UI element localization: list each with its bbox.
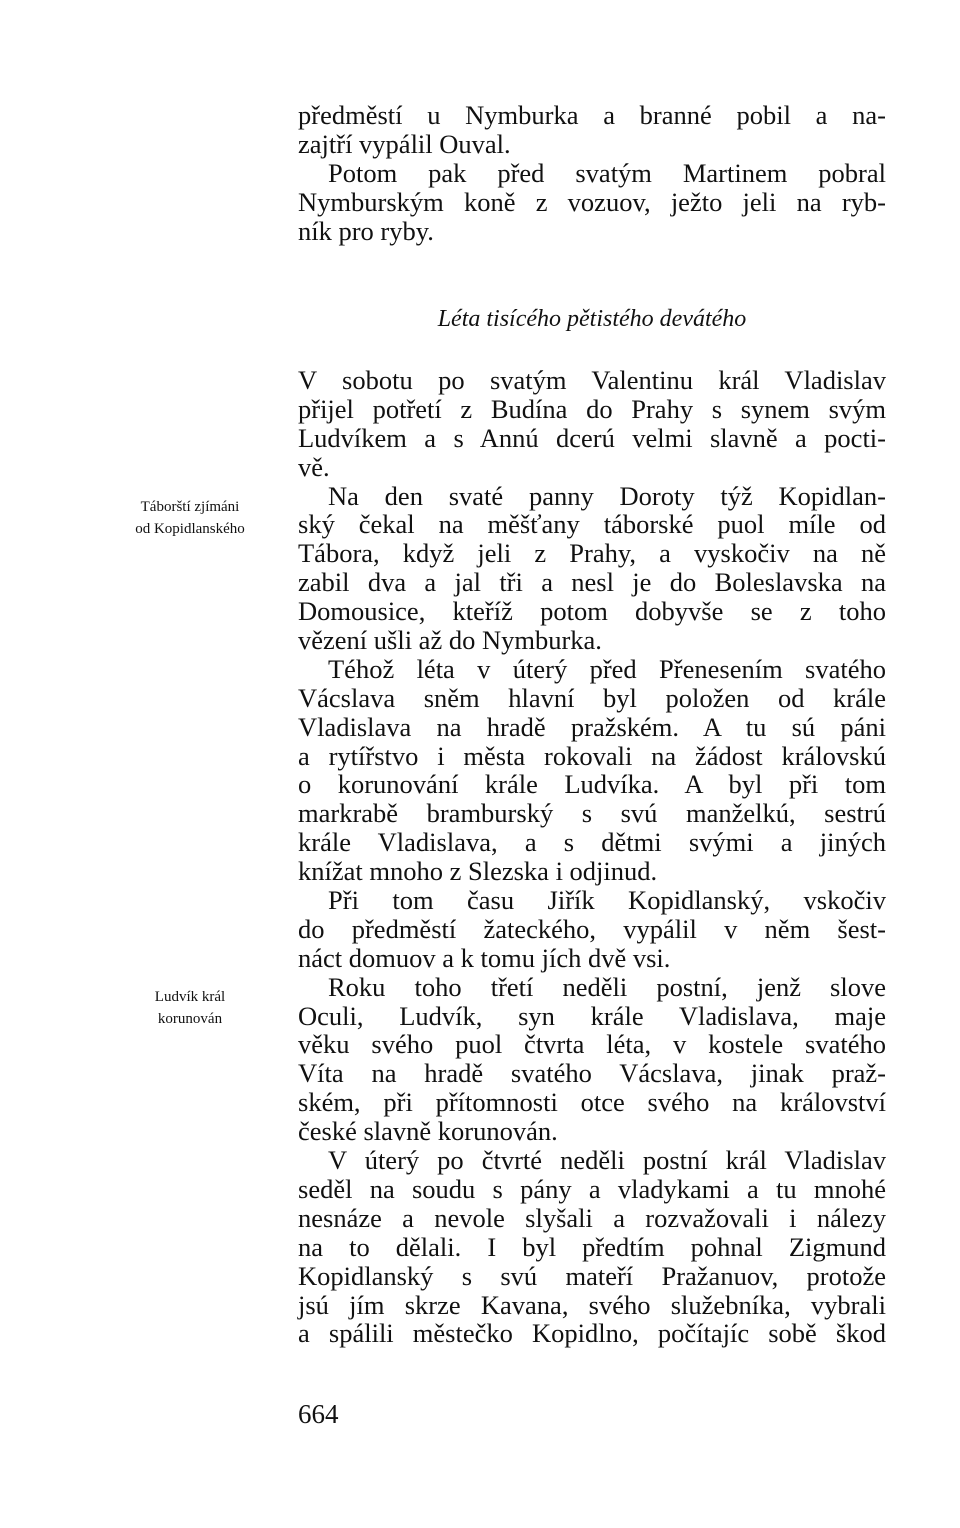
text-line: markrabě bramburský s svú manželkú, sestrú <box>298 798 886 829</box>
text-line: Domousice, kteříž potom dobyvše se z toho <box>298 596 886 627</box>
text-line: seděl na soudu s pány a vladykami a tu mnohé <box>298 1173 886 1204</box>
margin-note-line: Táborští zjímáni <box>140 499 240 515</box>
text-line: předměstí u Nymburka a branné pobil a na- <box>298 100 886 130</box>
text-line: Téhož léta v úterý před Přenesením svatého <box>328 653 886 684</box>
text-line: na to dělali. I byl předtím pohnal Zigmund <box>298 1231 886 1262</box>
text-line: Ludvíkem a s Annú dcerú velmi slavně a pocti- <box>298 422 886 453</box>
top-paragraphs <box>298 101 886 245</box>
text-line: jsú jím skrze Kavana, svého služebníka, vybrali <box>298 1289 886 1320</box>
margin-note <box>100 986 280 1030</box>
text-line: Při tom času Jiřík Kopidlanský, vskočiv <box>328 885 886 916</box>
text-line: Na den svaté panny Doroty týž Kopidlan- <box>328 480 886 511</box>
margin-note-line: korunován <box>157 1011 223 1027</box>
text-line: zajtří vypálil Ouval. <box>298 128 511 159</box>
text-line: Vácslava sněm hlavní byl položen od krále <box>298 682 886 713</box>
text-line: Kopidlanský s svú mateří Pražanuov, protože <box>298 1260 886 1291</box>
text-line: Víta na hradě svatého Vácslava, jinak praž- <box>298 1058 886 1089</box>
text-line: nesnáze a nevole slyšali a rozvažovali i nálezy <box>298 1202 886 1233</box>
margin-note-line: Ludvík král <box>154 989 226 1005</box>
text-line: vězení ušli až do Nymburka. <box>298 625 602 656</box>
text-line: do předměstí žateckého, vypálil v něm šest- <box>298 913 886 944</box>
text-line: Vladislava na hradě pražském. A tu sú páni <box>298 711 886 742</box>
text-line: Tábora, když jeli z Prahy, a vyskočiv na ně <box>298 538 886 569</box>
text-line: Roku toho třetí neděli postní, jenž slove <box>328 971 886 1002</box>
text-line: české slavně korunován. <box>298 1116 558 1147</box>
margin-note <box>100 496 280 540</box>
text-line: ník pro ryby. <box>298 215 434 246</box>
main-paragraphs <box>298 366 886 1348</box>
text-line: Nymburským koně z vozuov, ježto jeli na ryb- <box>298 186 886 217</box>
text-line: zabil dva a jal tři a nesl je do Boleslavska na <box>298 567 886 598</box>
text-line: ský čekal na měšťany táborské puol míle od <box>298 509 886 540</box>
text-line: V sobotu po svatým Valentinu král Vladislav <box>298 365 886 395</box>
text-line: přijel potřetí z Budína do Prahy s synem svým <box>298 393 886 424</box>
text-line: V úterý po čtvrté neděli postní král Vladislav <box>328 1145 886 1176</box>
text-line: věku svého puol čtvrta léta, v kostele svatého <box>298 1029 886 1060</box>
text-line: a spálili městečko Kopidlno, počítajíc sobě škod <box>298 1318 886 1349</box>
text-line: Oculi, Ludvík, syn krále Vladislava, maje <box>298 1000 886 1031</box>
text-line: Potom pak před svatým Martinem pobral <box>328 157 886 188</box>
text-line: vě. <box>298 451 330 482</box>
text-line: náct domuov a k tomu jích dvě vsi. <box>298 942 671 973</box>
text-line: a rytířstvo i města rokovali na žádost královskú <box>298 740 886 771</box>
text-line: o korunování krále Ludvíka. A byl při tom <box>298 769 886 800</box>
section-heading: Léta tisícého pětistého devátého <box>437 306 747 332</box>
text-line: knížat mnoho z Slezska i odjinud. <box>298 856 658 887</box>
text-line: ském, při přítomnosti otce svého na království <box>298 1087 886 1118</box>
page-number: 664 <box>298 1399 339 1429</box>
text-line: krále Vladislava, a s dětmi svými a jiných <box>298 827 886 858</box>
margin-note-line: od Kopidlanského <box>135 521 245 537</box>
